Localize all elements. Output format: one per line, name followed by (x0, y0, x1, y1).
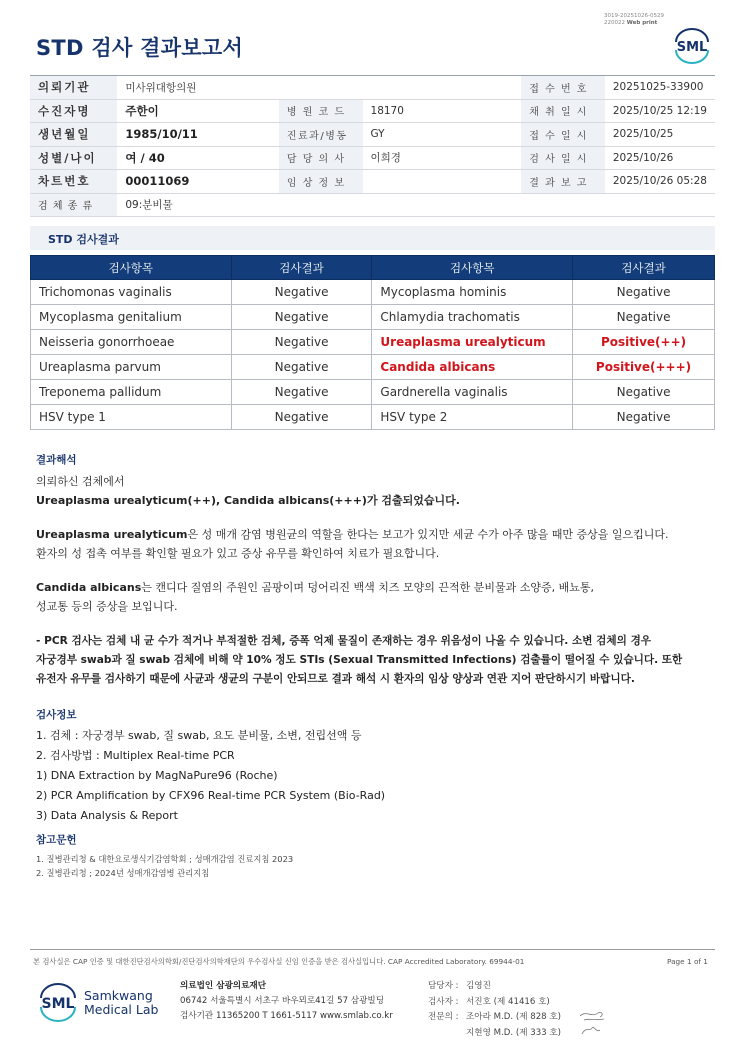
value-birth-date: 1985/10/11 (117, 123, 278, 147)
results-header-row (31, 256, 715, 280)
test-info-line: 2. 검사방법 : Multiplex Real-time PCR (36, 749, 235, 762)
test-item: Chlamydia trachomatis (372, 305, 573, 330)
test-result-positive: Positive(+++) (573, 355, 715, 380)
col-header-result: 검사결과 (573, 256, 715, 280)
interpretation-text: 은 성 매개 감염 병원균의 역할을 한다는 보고가 있지만 세균 수가 아주 많을 때만 증상을 일으킵니다. (187, 528, 669, 541)
test-result: Negative (231, 305, 372, 330)
foundation-name: 의료법인 삼광의료재단 (180, 981, 267, 991)
label-hospital-code: 병 원 코 드 (279, 99, 363, 123)
test-info-line: 1. 검체 : 자궁경부 swab, 질 swab, 요도 분비물, 소변, 전립선액 등 (36, 729, 362, 742)
test-item: HSV type 1 (31, 405, 232, 430)
value-patient-name: 주한이 (117, 99, 278, 123)
col-header-item: 검사항목 (372, 256, 573, 280)
info-row (30, 146, 715, 170)
test-result: Negative (573, 380, 715, 405)
report-id: 3019-20251026-0529 (604, 13, 664, 19)
svg-text:SML: SML (41, 996, 75, 1012)
organism-name: Ureaplasma urealyticum (36, 528, 188, 541)
sml-logo-footer (36, 980, 80, 1026)
interpretation-line: Ureaplasma urealyticum(++), Candida albicans(+++)가 검출되었습니다. (36, 494, 460, 507)
col-header-item: 검사항목 (31, 256, 232, 280)
staff-line (428, 1026, 561, 1042)
info-row (30, 99, 715, 123)
interpretation-line: 유전자 유무를 검사하기 때문에 사균과 생균의 구분이 안되므로 결과 해석 시 환자의 임상 양상과 연관 지어 판단하시기 바랍니다. (36, 673, 635, 685)
foundation-info (180, 979, 393, 1024)
brand-line: Samkwang (84, 988, 153, 1003)
label-physician: 담 당 의 사 (279, 146, 363, 170)
test-result: Negative (231, 280, 372, 305)
label-specimen-type: 검 체 종 류 (30, 193, 117, 217)
results-section-header (30, 226, 715, 250)
test-result: Negative (231, 405, 372, 430)
svg-text:SML: SML (676, 40, 708, 55)
value-physician: 이희경 (363, 146, 522, 170)
patient-info-table (30, 75, 715, 217)
reference-line: 1. 질병관리청 & 대한요로생식기감염학회 ; 성매개감염 진료지침 2023 (36, 854, 294, 864)
staff-role: 검사자 : (428, 996, 459, 1007)
interpretation-p4 (36, 632, 716, 689)
interpretation-line (36, 525, 716, 544)
info-row (30, 170, 715, 194)
staff-name: 지현영 M.D. (제 333 호) (466, 1027, 562, 1038)
label-report-time: 결 과 보 고 (521, 170, 605, 194)
label-accession-no: 접 수 번 호 (521, 76, 605, 100)
test-result: Negative (573, 405, 715, 430)
label-received-time: 접 수 일 시 (521, 123, 605, 147)
test-item: Mycoplasma hominis (372, 280, 573, 305)
interpretation-text: 는 캔디다 질염의 주원인 곰팡이며 덩어리진 백색 치즈 모양의 끈적한 분비물과 소양증, 배뇨통, (141, 581, 595, 594)
reference-line: 2. 질병관리청 ; 2024년 성매개감염병 관리지침 (36, 868, 210, 878)
table-row (31, 405, 715, 430)
signature-image (578, 1008, 608, 1038)
interpretation-p3 (36, 578, 716, 616)
test-result-positive: Positive(++) (573, 330, 715, 355)
value-collection-time: 2025/10/25 12:19 (605, 99, 715, 123)
test-item: HSV type 2 (372, 405, 573, 430)
references-title: 참고문헌 (36, 834, 77, 846)
value-specimen-type: 09:분비물 (117, 193, 715, 217)
table-row (31, 355, 715, 380)
footer-divider (30, 949, 715, 950)
test-item-positive: Ureaplasma urealyticum (372, 330, 573, 355)
std-results-table (30, 255, 715, 430)
table-row (31, 305, 715, 330)
value-department: GY (363, 123, 522, 147)
value-received-time: 2025/10/25 (605, 123, 715, 147)
staff-name: 서진호 (제 41416 호) (466, 996, 550, 1007)
results-section-title: STD 검사결과 (48, 233, 119, 246)
interpretation-title: 결과해석 (36, 454, 77, 466)
brand-line: Medical Lab (84, 1002, 159, 1017)
staff-line (428, 1010, 561, 1026)
test-result: Negative (231, 380, 372, 405)
label-sex-age: 성별/나이 (30, 146, 117, 170)
label-birth-date: 생년월일 (30, 123, 117, 147)
sml-logo (670, 28, 714, 64)
staff-line (428, 979, 561, 995)
test-item: Neisseria gonorrhoeae (31, 330, 232, 355)
test-result: Negative (573, 305, 715, 330)
test-info-title: 검사정보 (36, 709, 77, 721)
table-row (31, 280, 715, 305)
interpretation-p1 (36, 472, 716, 510)
staff-role: 담당자 : (428, 981, 459, 991)
test-item: Treponema pallidum (31, 380, 232, 405)
test-item: Ureaplasma parvum (31, 355, 232, 380)
label-clinical-info: 임 상 정 보 (279, 170, 363, 194)
foundation-address: 06742 서울특별시 서초구 바우뫼로41길 57 삼광빌딩 (180, 996, 384, 1006)
page-number: Page 1 of 1 (667, 957, 708, 966)
value-sex-age: 여 / 40 (117, 146, 278, 170)
staff-list (428, 979, 561, 1041)
value-requesting-org: 미사위대항의원 (117, 76, 521, 100)
label-test-date: 검 사 일 시 (521, 146, 605, 170)
test-info-list (36, 726, 716, 826)
organism-name: Candida albicans (36, 581, 142, 594)
test-result: Negative (231, 355, 372, 380)
test-result: Negative (231, 330, 372, 355)
test-result: Negative (573, 280, 715, 305)
interpretation-line: 자궁경부 swab과 질 swab 검체에 비해 약 10% 정도 STIs (Sexual Transmitted Infections) 검출률이 떨어질 수 있습니다. 또한 (36, 654, 683, 666)
interpretation-line: 성교통 등의 증상을 보입니다. (36, 600, 178, 613)
interpretation-line: 환자의 성 접촉 여부를 확인할 필요가 있고 증상 유무를 확인하여 치료가 필요합니다. (36, 547, 440, 560)
report-meta (604, 13, 664, 27)
col-header-result: 검사결과 (231, 256, 372, 280)
staff-role: 전문의 : (428, 1012, 459, 1022)
value-accession-no: 20251025-33900 (605, 76, 715, 100)
test-item: Gardnerella vaginalis (372, 380, 573, 405)
interpretation-line (36, 578, 716, 597)
label-collection-time: 채 취 일 시 (521, 99, 605, 123)
info-row (30, 193, 715, 217)
value-report-time: 2025/10/26 05:28 (605, 170, 715, 194)
test-info-line: 3) Data Analysis & Report (36, 809, 178, 822)
test-info-line: 2) PCR Amplification by CFX96 Real-time PCR System (Bio-Rad) (36, 789, 386, 802)
value-hospital-code: 18170 (363, 99, 522, 123)
info-row (30, 123, 715, 147)
staff-line (428, 995, 561, 1011)
report-code: 220022 Web print (604, 20, 658, 26)
staff-name: 김영진 (466, 981, 491, 991)
page-title: STD 검사 결과보고서 (36, 36, 244, 60)
label-patient-name: 수진자명 (30, 99, 117, 123)
foundation-contact: 검사기관 11365200 T 1661-5117 www.smlab.co.kr (180, 1011, 393, 1021)
interpretation-p2 (36, 525, 716, 563)
staff-name: 조아라 M.D. (제 828 호) (466, 1012, 562, 1022)
value-chart-no: 00011069 (117, 170, 278, 194)
info-row (30, 76, 715, 100)
value-test-date: 2025/10/26 (605, 146, 715, 170)
table-row (31, 380, 715, 405)
table-row (31, 330, 715, 355)
brand-name (84, 989, 158, 1017)
interpretation-line: 의뢰하신 검체에서 (36, 475, 125, 488)
interpretation-line: - PCR 검사는 검체 내 균 수가 적거나 부적절한 검체, 증폭 억제 물질이 존재하는 경우 위음성이 나올 수 있습니다. 소변 검체의 경우 (36, 635, 652, 647)
test-item: Mycoplasma genitalium (31, 305, 232, 330)
test-item: Trichomonas vaginalis (31, 280, 232, 305)
accreditation-note: 본 검사실은 CAP 인증 및 대한진단검사의학회/진단검사의학재단의 우수검사실 신임 인증을 받은 검사실입니다. CAP Accredited Laboratory. 69944-01 (33, 957, 525, 966)
label-chart-no: 차트번호 (30, 170, 117, 194)
test-item-positive: Candida albicans (372, 355, 573, 380)
test-info-line: 1) DNA Extraction by MagNaPure96 (Roche) (36, 769, 278, 782)
label-department: 진료과/병동 (279, 123, 363, 147)
value-clinical-info (363, 170, 522, 194)
label-requesting-org: 의뢰기관 (30, 76, 117, 100)
references-list (36, 852, 293, 880)
